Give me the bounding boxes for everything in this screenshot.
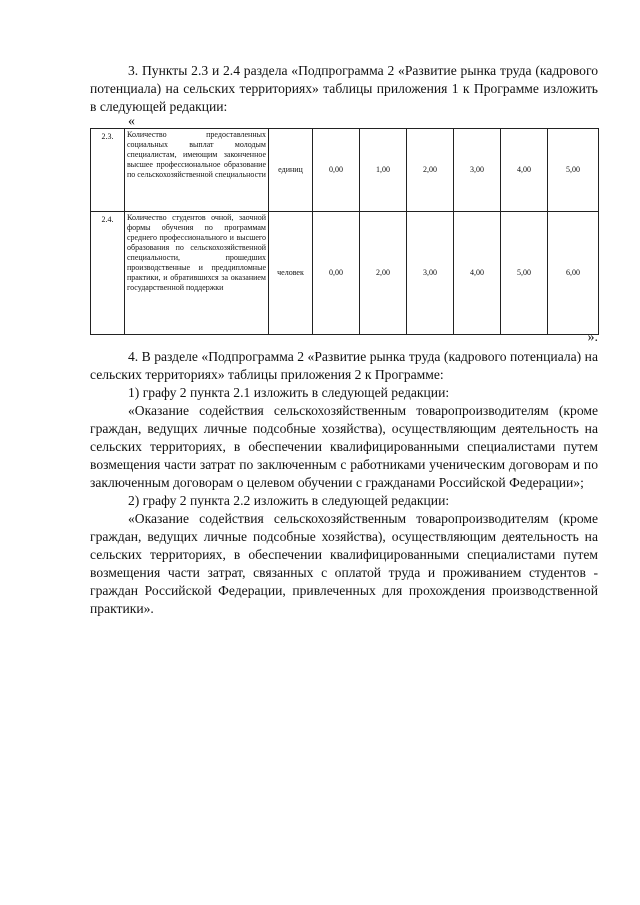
value-cell: 6,00	[548, 212, 599, 335]
subitem-2-heading: 2) графу 2 пункта 2.2 изложить в следующей редакции:	[128, 493, 450, 508]
value-cell: 3,00	[454, 129, 501, 212]
opening-quote: «	[128, 114, 135, 129]
subitem-1-text: «Оказание содействия сельскохозяйственным товаропроизводителям (кроме граждан, ведущих личные подсобные хозяйства), осуществляющим деятельность на сельских территориях, в обеспечении квалифицированными специалистами путем возмещения части затрат по заключенным с работниками ученическим договорам и по заключенным договорам о целевом обучении с гражданами Российской Федерации»;	[90, 403, 598, 490]
value-cell: 4,00	[501, 129, 548, 212]
value-cell: 5,00	[548, 129, 599, 212]
indicator-name: Количество предоставленных социальных выплат молодым специалистам, имеющим законченное высшее профессиональное образование по сельскохозяйственной специальности	[125, 129, 269, 212]
value-cell: 2,00	[360, 212, 407, 335]
unit-cell: единиц	[269, 129, 313, 212]
table-row	[91, 212, 599, 335]
amendment-text	[90, 348, 598, 618]
value-cell: 5,00	[501, 212, 548, 335]
indicator-name: Количество студентов очной, заочной формы обучения по программам среднего профессионального и высшего образования по сельскохозяйственной специальности, прошедших производственные и преддипломные практики, и обратившихся за оказанием государственной поддержки	[125, 212, 269, 335]
paragraph-item-4: 4. В разделе «Подпрограмма 2 «Развитие рынка труда (кадрового потенциала) на сельских территориях» таблицы приложения 2 к Программе:	[90, 349, 598, 382]
subitem-2-text: «Оказание содействия сельскохозяйственным товаропроизводителям (кроме граждан, ведущих личные подсобные хозяйства), осуществляющим деятельность на сельских территориях, в обеспечении квалифицированными специалистами путем возмещения части затрат, связанных с оплатой труда и проживанием студентов - граждан Российской Федерации, привлеченных для прохождения производственной практики».	[90, 511, 598, 616]
amendment-table	[90, 128, 599, 335]
row-number: 2.4.	[91, 212, 125, 335]
table-row	[91, 129, 599, 212]
row-number: 2.3.	[91, 129, 125, 212]
closing-quote: ».	[587, 330, 598, 345]
value-cell: 0,00	[313, 129, 360, 212]
paragraph-item-3: 3. Пункты 2.3 и 2.4 раздела «Подпрограмма 2 «Развитие рынка труда (кадрового потенциала) на сельских территориях» таблицы приложения 1 к Программе изложить в следующей редакции:	[90, 63, 598, 114]
value-cell: 2,00	[407, 129, 454, 212]
subitem-1-heading: 1) графу 2 пункта 2.1 изложить в следующей редакции:	[128, 385, 450, 400]
value-cell: 1,00	[360, 129, 407, 212]
value-cell: 0,00	[313, 212, 360, 335]
value-cell: 3,00	[407, 212, 454, 335]
value-cell: 4,00	[454, 212, 501, 335]
unit-cell: человек	[269, 212, 313, 335]
